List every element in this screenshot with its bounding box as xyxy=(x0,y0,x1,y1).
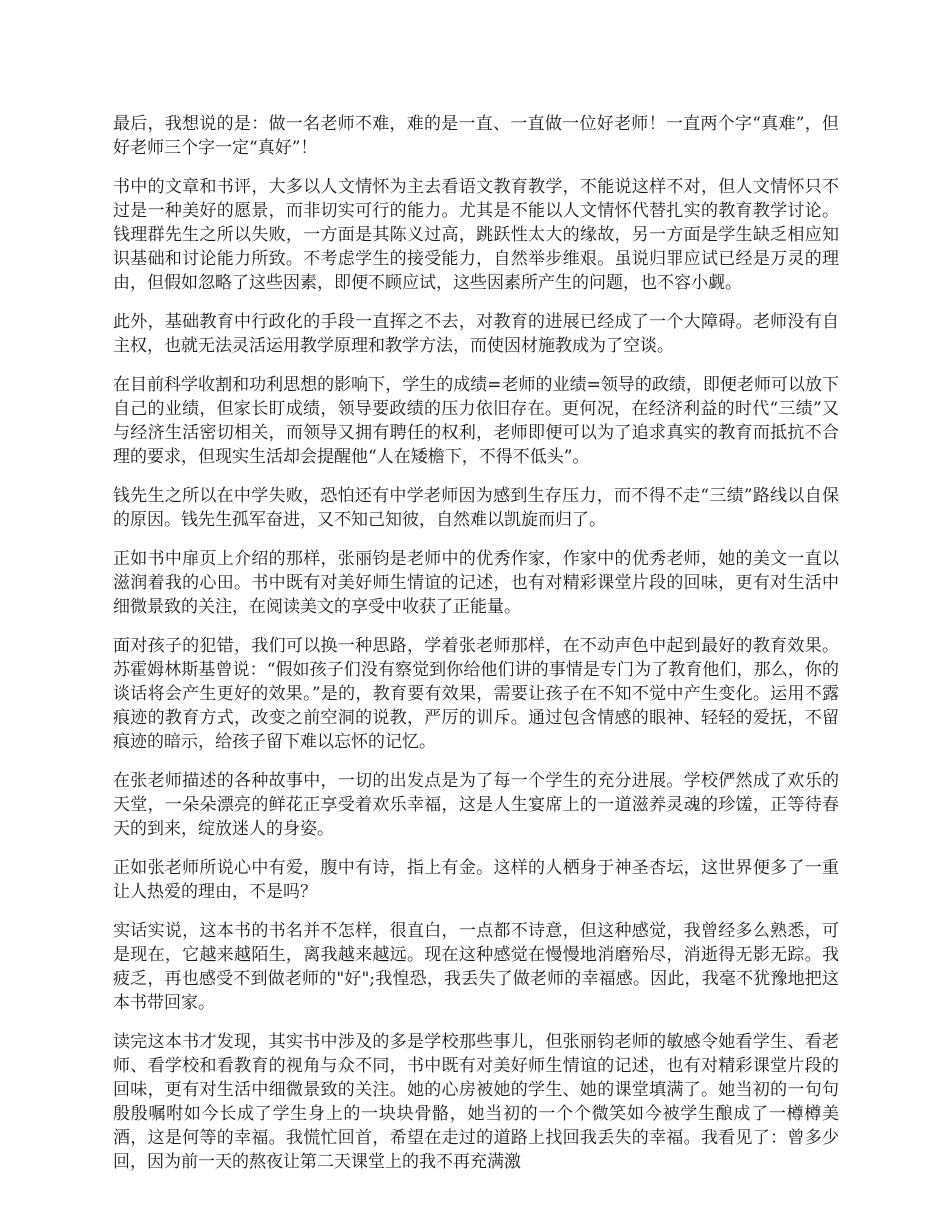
paragraph: 最后，我想说的是：做一名老师不难，难的是一直、一直做一位好老师！一直两个字“真难”，但好老师三个字一定“真好”！ xyxy=(113,114,839,158)
paragraph: 正如书中扉页上介绍的那样，张丽钧是老师中的优秀作家，作家中的优秀老师，她的美文一直以滋润着我的心田。书中既有对美好师生情谊的记述，也有对精彩课堂片段的回味，更有对生活中细微景致的关注，在阅读美文的享受中收获了正能量。 xyxy=(113,549,839,617)
paragraph: 在张老师描述的各种故事中，一切的出发点是为了每一个学生的充分进展。学校俨然成了欢乐的天堂，一朵朵漂亮的鲜花正享受着欢乐幸福，这是人生宴席上的一道滋养灵魂的珍馐，正等待春天的到来，绽放迷人的身姿。 xyxy=(113,771,839,839)
paragraph: 实话实说，这本书的书名并不怎样，很直白，一点都不诗意，但这种感觉，我曾经多么熟悉，可是现在，它越来越陌生，离我越来越远。现在这种感觉在慢慢地消磨殆尽，消逝得无影无踪。我疲乏，再也感受不到做老师的"好";我惶恐，我丢失了做老师的幸福感。因此，我毫不犹豫地把这本书带回家。 xyxy=(113,921,839,1013)
document-body xyxy=(113,112,839,1189)
paragraph: 此外，基础教育中行政化的手段一直挥之不去，对教育的进展已经成了一个大障碍。老师没有自主权，也就无法灵活运用教学原理和教学方法，而使因材施教成为了空谈。 xyxy=(113,312,839,356)
paragraph: 书中的文章和书评，大多以人文情怀为主去看语文教育教学，不能说这样不对，但人文情怀只不过是一种美好的愿景，而非切实可行的能力。尤其是不能以人文情怀代替扎实的教育教学讨论。钱理群先生之所以失败，一方面是其陈义过高，跳跃性太大的缘故，另一方面是学生缺乏相应知识基础和讨论能力所致。不考虑学生的接受能力，自然举步维艰。虽说归罪应试已经是万灵的理由，但假如忽略了这些因素，即便不顾应试，这些因素所产生的问题，也不容小觑。 xyxy=(113,177,839,293)
paragraph: 读完这本书才发现，其实书中涉及的多是学校那些事儿，但张丽钧老师的敏感令她看学生、看老师、看学校和看教育的视角与众不同，书中既有对美好师生情谊的记述，也有对精彩课堂片段的回味，更有对生活中细微景致的关注。她的心房被她的学生、她的课堂填满了。她当初的一句句殷殷嘱咐如今长成了学生身上的一块块骨骼，她当初的一个个微笑如今被学生酿成了一樽樽美酒，这是何等的幸福。我慌忙回首，希望在走过的道路上找回我丢失的幸福。我看见了：曾多少回，因为前一天的熬夜让第二天课堂上的我不再充满激 xyxy=(113,1032,839,1172)
paragraph: 钱先生之所以在中学失败，恐怕还有中学老师因为感到生存压力，而不得不走“三绩”路线以自保的原因。钱先生孤军奋进，又不知己知彼，自然难以凯旋而归了。 xyxy=(113,486,839,530)
paragraph: 面对孩子的犯错，我们可以换一种思路，学着张老师那样，在不动声色中起到最好的教育效果。苏霍姆林斯基曾说：“假如孩子们没有察觉到你给他们讲的事情是专门为了教育他们，那么，你的谈话将会产生更好的效果。”是的，教育要有效果，需要让孩子在不知不觉中产生变化。运用不露痕迹的教育方式，改变之前空洞的说教，严厉的训斥。通过包含情感的眼神、轻轻的爱抚，不留痕迹的暗示，给孩子留下难以忘怀的记忆。 xyxy=(113,636,839,752)
paragraph: 在目前科学收割和功利思想的影响下，学生的成绩=老师的业绩=领导的政绩，即便老师可以放下自己的业绩，但家长盯成绩，领导要政绩的压力依旧存在。更何况，在经济利益的时代“三绩”又与经济生活密切相关，而领导又拥有聘任的权利，老师即便可以为了追求真实的教育而抵抗不合理的要求，但现实生活却会提醒他“人在矮檐下，不得不低头”。 xyxy=(113,375,839,467)
paragraph: 正如张老师所说心中有爱，腹中有诗，指上有金。这样的人栖身于神圣杏坛，这世界便多了一重让人热爱的理由，不是吗？ xyxy=(113,858,839,902)
